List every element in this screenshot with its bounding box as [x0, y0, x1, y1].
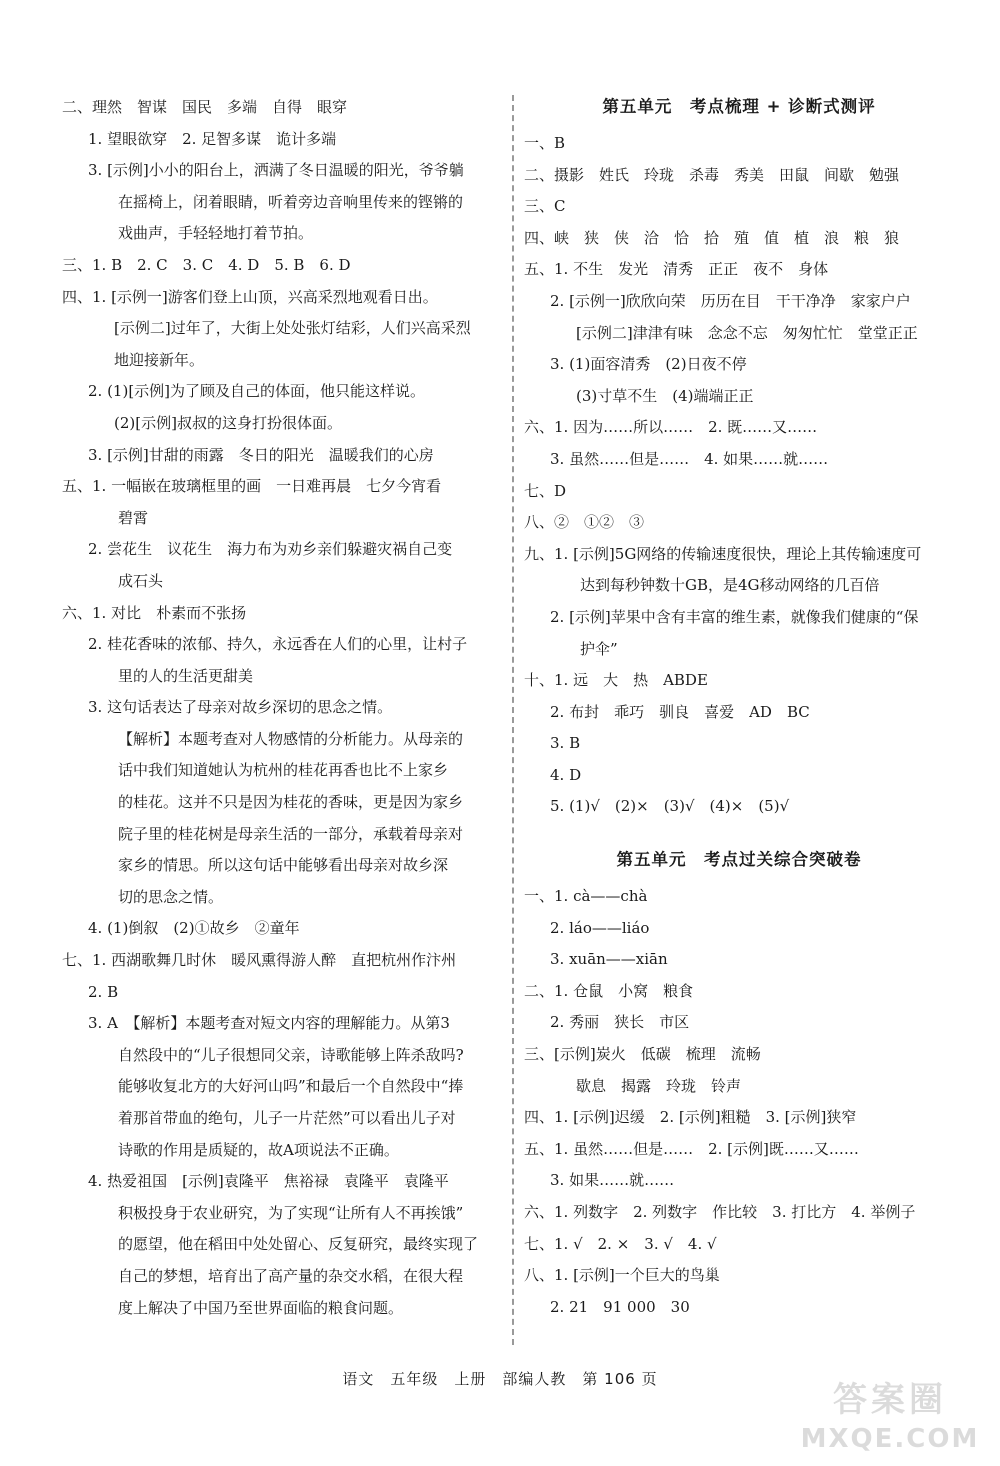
answer-line: 八、1. [示例]一个巨大的鸟巢	[524, 1266, 720, 1285]
answer-line: 六、1. 列数字 2. 列数字 作比较 3. 打比方 4. 举例子	[524, 1203, 916, 1221]
answer-line: 三、1. B 2. C 3. C 4. D 5. B 6. D	[62, 255, 351, 274]
answer-line: 5. (1)√ (2)× (3)√ (4)× (5)√	[550, 797, 790, 816]
answer-line: 五、1. 不生 发光 清秀 正正 夜不 身体	[524, 260, 829, 279]
answer-line: 3. B	[550, 734, 581, 753]
answer-line: 2. [示例一]欣欣向荣 历历在目 干干净净 家家户户	[550, 291, 911, 310]
answer-line: 3. xuān——xiān	[550, 950, 668, 969]
answer-line: 2. B	[88, 982, 119, 1001]
left-column	[62, 92, 502, 1324]
answer-line: 2. 秀丽 狭长 市区	[550, 1013, 690, 1032]
answer-line: 里的人的生活更甜美	[118, 666, 254, 685]
answer-line: 达到每秒钟数十GB，是4G移动网络的几百倍	[580, 576, 880, 595]
answer-line: 3. 这句话表达了母亲对故乡深切的思念之情。	[88, 698, 393, 717]
answer-line: 五、1. 虽然……但是…… 2. [示例]既……又……	[524, 1139, 859, 1158]
page-footer: 语文 五年级 上册 部编人教 第 106 页	[342, 1370, 658, 1388]
watermark-logo-bottom: MXQE.COM	[800, 1424, 980, 1454]
answer-line: 成石头	[118, 571, 164, 590]
answer-line: 3. 虽然……但是…… 4. 如果……就……	[550, 449, 829, 468]
watermark-logo-top: 答案圈	[833, 1380, 947, 1420]
answer-line: 诗歌的作用是质疑的，故A项说法不正确。	[118, 1140, 399, 1159]
answer-line: 四、1. [示例]迟缓 2. [示例]粗糙 3. [示例]狭窄	[524, 1108, 857, 1127]
answer-line: 积极投身于农业研究，为了实现“让所有人不再挨饿”	[118, 1203, 464, 1222]
answer-line: 3. A 【解析】本题考查对短文内容的理解能力。从第3	[88, 1014, 450, 1033]
answer-line: 七、1. 西湖歌舞几时休 暖风熏得游人醉 直把杭州作汴州	[62, 951, 457, 970]
answer-line: 4. D	[550, 765, 582, 784]
answer-line: 三、[示例]炭火 低碳 梳理 流畅	[524, 1045, 761, 1064]
answer-line: 度上解决了中国乃至世界面临的粮食问题。	[118, 1298, 404, 1317]
answer-line: 3. [示例]甘甜的雨露 冬日的阳光 温暖我们的心房	[88, 445, 434, 464]
answer-line: 院子里的桂花树是母亲生活的一部分，承载着母亲对	[118, 824, 464, 843]
answer-line: 的愿望，他在稻田中处处留心、反复研究，最终实现了	[118, 1235, 479, 1254]
answer-line: 自然段中的“儿子很想同父亲，诗歌能够上阵杀敌吗?	[118, 1045, 464, 1064]
answer-line: 【解析】本题考查对人物感情的分析能力。从母亲的	[118, 729, 464, 748]
answer-line: 四、峡 狭 侠 洽 恰 拾 殖 值 植 浪 粮 狼	[524, 228, 900, 247]
answer-line: 二、1. 仓鼠 小窝 粮食	[524, 981, 694, 1000]
answer-line: 着那首带血的绝句，儿子一片茫然”可以看出儿子对	[118, 1109, 456, 1127]
answer-line: 二、摄影 姓氏 玲珑 杀毒 秀美 田鼠 间歇 勉强	[524, 165, 900, 184]
answer-line: 4. (1)倒叙 (2)①故乡 ②童年	[88, 919, 300, 938]
answer-line: 一、B	[524, 134, 566, 152]
answer-line: 3. [示例]小小的阳台上，洒满了冬日温暖的阳光，爷爷躺	[88, 161, 464, 180]
answer-line: 七、D	[524, 481, 567, 500]
answer-line: 戏曲声，手轻轻地打着节拍。	[118, 224, 314, 243]
answer-line: 地迎接新年。	[114, 350, 205, 369]
answer-line: 六、1. 因为……所以…… 2. 既……又……	[524, 418, 818, 437]
section-diagnostic-body	[524, 128, 954, 823]
answer-line: 七、1. √ 2. × 3. √ 4. √	[524, 1234, 717, 1253]
answer-line: (3)寸草不生 (4)端端正正	[576, 386, 754, 405]
answer-line: 2. (1)[示例]为了顾及自己的体面，他只能这样说。	[88, 382, 426, 401]
section-title-diagnostic: 第五单元 考点梳理 + 诊断式测评	[602, 97, 876, 116]
answer-line: 2. [示例]苹果中含有丰富的维生素，就像我们健康的“保	[550, 607, 919, 626]
answer-line: 一、1. cà——chà	[524, 887, 648, 906]
answer-line: (2)[示例]叔叔的这身打扮很体面。	[114, 413, 342, 432]
answer-line: 八、② ①② ③	[524, 513, 645, 532]
answer-line: 三、C	[524, 197, 566, 216]
watermark-logo	[790, 1378, 990, 1463]
answer-line: 自己的梦想，培育出了高产量的杂交水稻，在很大程	[118, 1266, 464, 1285]
answer-line: 3. 如果……就……	[550, 1171, 675, 1190]
answer-line: 十、1. 远 大 热 ABDE	[524, 671, 708, 690]
answer-line: 的桂花。这并不只是因为桂花的香味，更是因为家乡	[118, 793, 464, 812]
answer-line: 歇息 揭露 玲珑 铃声	[576, 1076, 742, 1095]
answer-line: 碧霄	[118, 508, 149, 527]
section-comprehensive-body	[524, 881, 954, 1323]
section-title-comprehensive: 第五单元 考点过关综合突破卷	[616, 850, 862, 870]
answer-line: 五、1. 一幅嵌在玻璃框里的画 一日难再晨 七夕今宵看	[62, 477, 442, 496]
answer-line: 4. 热爱祖国 [示例]袁隆平 焦裕禄 袁隆平 袁隆平	[88, 1172, 449, 1191]
answer-line: 2. 21 91 000 30	[550, 1297, 690, 1316]
column-divider	[512, 95, 514, 1345]
answer-line: 2. 尝花生 议花生 海力布为劝乡亲们躲避灾祸自己变	[88, 540, 453, 559]
answer-line: [示例二]津津有味 念念不忘 匆匆忙忙 堂堂正正	[576, 323, 918, 342]
answer-line: 能够收复北方的大好河山吗”和最后一个自然段中“捧	[118, 1077, 464, 1096]
answer-line: 家乡的情思。所以这句话中能够看出母亲对故乡深	[118, 856, 449, 875]
answer-line: 九、1. [示例]5G网络的传输速度很快，理论上其传输速度可	[524, 544, 922, 563]
answer-line: 切的思念之情。	[118, 887, 224, 906]
answer-line: 护伞”	[580, 639, 618, 658]
answer-line: 2. 桂花香味的浓郁、持久，永远香在人们的心里，让村子	[88, 635, 468, 654]
answer-line: 话中我们知道她认为杭州的桂花再香也比不上家乡	[118, 761, 449, 780]
answer-line: 1. 望眼欲穿 2. 足智多谋 诡计多端	[88, 129, 337, 148]
answer-line: 3. (1)面容清秀 (2)日夜不停	[550, 355, 747, 374]
answer-line: 2. 布封 乖巧 驯良 喜爱 AD BC	[550, 702, 810, 721]
answer-line: [示例二]过年了，大街上处处张灯结彩，人们兴高采烈	[114, 319, 471, 338]
answer-line: 二、理然 智谋 国民 多端 自得 眼穿	[62, 98, 348, 116]
answer-line: 六、1. 对比 朴素而不张扬	[62, 603, 247, 622]
answer-line: 在摇椅上，闭着眼睛，听着旁边音响里传来的铿锵的	[118, 192, 464, 211]
answer-line: 2. láo——liáo	[550, 918, 650, 937]
right-column	[524, 92, 954, 1323]
answer-line: 四、1. [示例一]游客们登上山顶，兴高采烈地观看日出。	[62, 287, 438, 306]
